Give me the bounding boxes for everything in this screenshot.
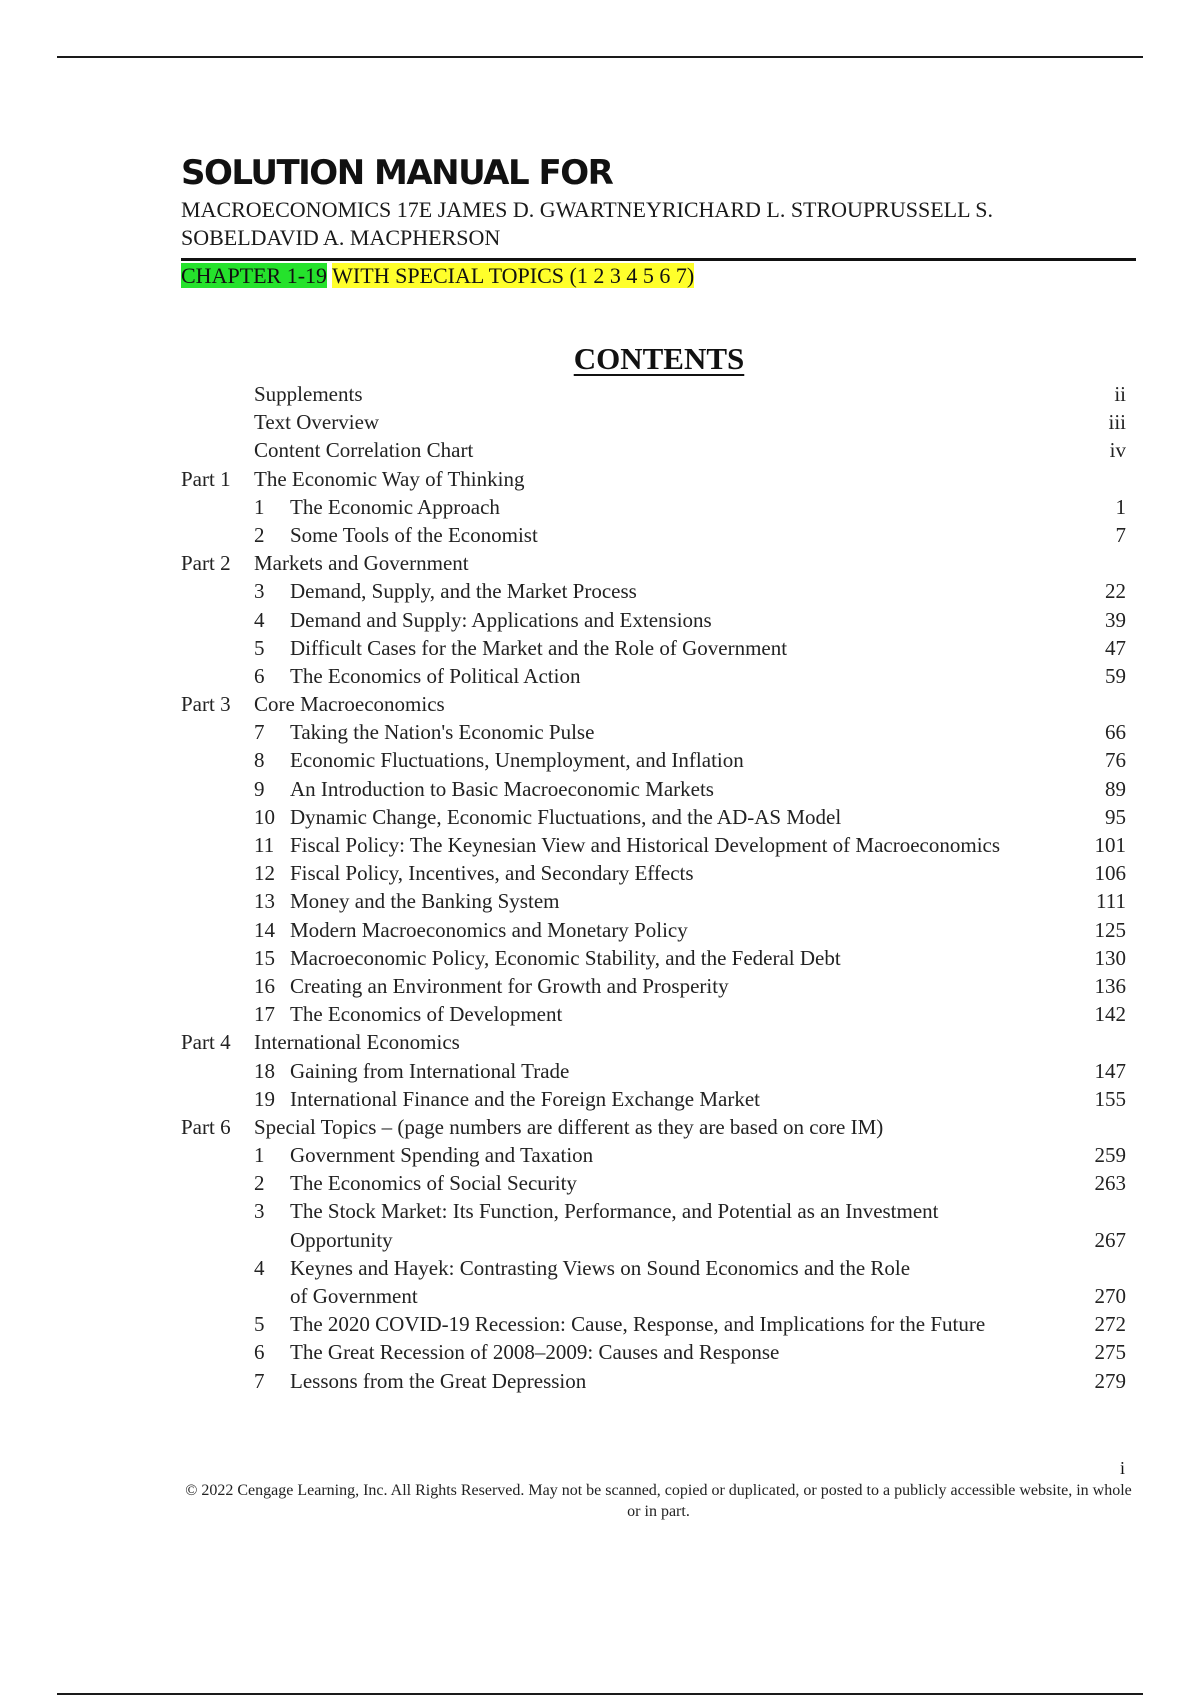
toc-part-row — [181, 1113, 1126, 1141]
toc-entry-title: Dynamic Change, Economic Fluctuations, and the AD-AS Model — [290, 804, 842, 829]
toc-part-row — [181, 1028, 1126, 1056]
toc-entry-title: Text Overview — [254, 410, 380, 435]
bottom-rule — [57, 1693, 1143, 1695]
toc-row — [181, 634, 1126, 662]
toc-page-number: iv — [1109, 438, 1126, 463]
toc-entry-title: Money and the Banking System — [290, 889, 560, 914]
toc-row — [181, 606, 1126, 634]
toc-entry-title: of Government — [290, 1284, 418, 1308]
toc-page-number: 263 — [1094, 1171, 1126, 1196]
toc-chapter-number: 19 — [254, 1086, 275, 1111]
top-rule — [57, 56, 1143, 58]
toc-page-number: 59 — [1105, 663, 1126, 688]
toc-chapter-number: 3 — [254, 1199, 265, 1224]
toc-row — [181, 803, 1126, 831]
toc-chapter-number: 7 — [254, 720, 265, 745]
toc-entry-title: Economic Fluctuations, Unemployment, and Inflation — [290, 748, 744, 773]
toc-entry-title: The Economic Approach — [290, 494, 500, 519]
toc-page-number: 267 — [1094, 1227, 1126, 1252]
toc-page-number: 106 — [1094, 861, 1126, 886]
toc-page-number: iii — [1108, 410, 1126, 435]
contents-heading: CONTENTS — [573, 341, 745, 376]
toc-entry-title: Taking the Nation's Economic Pulse — [290, 720, 595, 745]
toc-part-row — [181, 690, 1126, 718]
toc-entry-title: The Economics of Development — [290, 1002, 563, 1027]
toc-chapter-number: 9 — [254, 776, 265, 801]
toc-row — [181, 831, 1126, 859]
toc-row — [181, 1310, 1126, 1338]
toc-entry-title: The Economic Way of Thinking — [254, 466, 525, 491]
toc-row — [181, 916, 1126, 944]
toc-page-number: 1 — [1115, 494, 1126, 519]
chapter-line — [181, 262, 1136, 290]
toc-page-number: 155 — [1094, 1086, 1126, 1111]
toc-entry-title: Difficult Cases for the Market and the Role of Government — [290, 635, 788, 660]
toc-row — [181, 408, 1126, 436]
toc-row — [181, 1282, 1126, 1310]
toc-chapter-number: 5 — [254, 635, 265, 660]
toc-chapter-number: 4 — [254, 607, 265, 632]
toc-page-number: 270 — [1094, 1284, 1126, 1308]
toc-page-number: 259 — [1094, 1143, 1126, 1168]
toc-row — [181, 972, 1126, 1000]
title-rule — [181, 258, 1136, 261]
toc-entry-title: Fiscal Policy, Incentives, and Secondary Effects — [290, 861, 694, 886]
toc-part-label: Part 3 — [181, 692, 231, 717]
toc-row — [181, 662, 1126, 690]
toc-row — [181, 887, 1126, 915]
toc-entry-title: The Stock Market: Its Function, Performance, and Potential as an Investment — [290, 1199, 939, 1224]
toc-page-number: 142 — [1094, 1002, 1126, 1027]
toc-row — [181, 775, 1126, 803]
toc-row — [181, 1000, 1126, 1028]
toc-page-number: 130 — [1094, 945, 1126, 970]
toc-entry-title: International Finance and the Foreign Exchange Market — [290, 1086, 760, 1111]
toc-row — [181, 1254, 1126, 1282]
toc-entry-title: Some Tools of the Economist — [290, 522, 538, 547]
toc-entry-title: Content Correlation Chart — [254, 438, 474, 463]
toc-chapter-number: 1 — [254, 494, 265, 519]
toc-page-number: 136 — [1094, 973, 1126, 998]
toc-row — [181, 746, 1126, 774]
document-title: SOLUTION MANUAL FOR — [181, 153, 613, 193]
toc-chapter-number: 8 — [254, 748, 265, 773]
toc-entry-title: Demand and Supply: Applications and Extensions — [290, 607, 712, 632]
toc-entry-title: Opportunity — [290, 1227, 393, 1252]
toc-part-label: Part 6 — [181, 1114, 231, 1139]
document-header — [181, 152, 1136, 290]
toc-part-row — [181, 465, 1126, 493]
toc-part-label: Part 1 — [181, 466, 231, 491]
toc-row — [181, 1197, 1126, 1225]
toc-part-label: Part 4 — [181, 1030, 231, 1055]
page-number: i — [1120, 1458, 1126, 1478]
topics-highlight: WITH SPECIAL TOPICS (1 2 3 4 5 6 7) — [332, 263, 695, 288]
toc-page-number: ii — [1114, 382, 1126, 406]
toc-chapter-number: 17 — [254, 1002, 275, 1027]
toc-entry-title: Supplements — [254, 382, 363, 406]
contents-heading-wrap — [0, 340, 1200, 378]
toc-entry-title: Lessons from the Great Depression — [290, 1368, 587, 1393]
toc-page-number: 147 — [1094, 1058, 1126, 1083]
toc-chapter-number: 4 — [254, 1255, 265, 1280]
toc-row — [181, 1226, 1126, 1254]
toc-row — [181, 1367, 1126, 1395]
toc-page-number: 95 — [1105, 804, 1126, 829]
toc-entry-title: International Economics — [254, 1030, 460, 1055]
chapter-highlight: CHAPTER 1-19 — [181, 263, 328, 288]
toc-row — [181, 380, 1126, 408]
toc-entry-title: Macroeconomic Policy, Economic Stability, and the Federal Debt — [290, 945, 841, 970]
toc-page-number: 272 — [1094, 1312, 1126, 1337]
toc-entry-title: An Introduction to Basic Macroeconomic Markets — [290, 776, 714, 801]
toc-entry-title: Creating an Environment for Growth and Prosperity — [290, 973, 729, 998]
toc-chapter-number: 10 — [254, 804, 275, 829]
toc-row — [181, 944, 1126, 972]
toc-chapter-number: 15 — [254, 945, 275, 970]
toc-row — [181, 1085, 1126, 1113]
toc-chapter-number: 3 — [254, 579, 265, 604]
toc-page-number: 111 — [1096, 889, 1126, 914]
toc-row — [181, 1057, 1126, 1085]
toc-page-number: 66 — [1105, 720, 1126, 745]
toc-entry-title: The Economics of Political Action — [290, 663, 581, 688]
toc-row — [181, 577, 1126, 605]
toc-row — [181, 1338, 1126, 1366]
toc-page-number: 76 — [1105, 748, 1126, 773]
toc-part-label: Part 2 — [181, 551, 231, 576]
toc-entry-title: Modern Macroeconomics and Monetary Policy — [290, 917, 688, 942]
toc-row — [181, 1169, 1126, 1197]
toc-entry-title: Gaining from International Trade — [290, 1058, 570, 1083]
toc-chapter-number: 18 — [254, 1058, 275, 1083]
toc-entry-title: Core Macroeconomics — [254, 692, 445, 717]
toc-entry-title: Markets and Government — [254, 551, 469, 576]
toc-chapter-number: 1 — [254, 1143, 265, 1168]
toc-entry-title: Fiscal Policy: The Keynesian View and Historical Development of Macroeconomics — [290, 833, 1001, 857]
toc-page-number: 89 — [1105, 776, 1126, 801]
table-of-contents — [181, 380, 1126, 1395]
toc-row — [181, 1141, 1126, 1169]
toc-entry-title: Special Topics – (page numbers are different as they are based on core IM) — [254, 1114, 884, 1139]
toc-entry-title: Government Spending and Taxation — [290, 1143, 594, 1168]
toc-row — [181, 493, 1126, 521]
toc-page-number: 275 — [1094, 1340, 1126, 1365]
toc-chapter-number: 7 — [254, 1368, 265, 1393]
toc-row — [181, 718, 1126, 746]
toc-chapter-number: 13 — [254, 889, 275, 914]
toc-page-number: 279 — [1094, 1368, 1126, 1393]
toc-page-number: 7 — [1115, 522, 1126, 547]
toc-entry-title: Demand, Supply, and the Market Process — [290, 579, 637, 604]
toc-page-number: 39 — [1105, 607, 1126, 632]
toc-page-number: 47 — [1105, 635, 1126, 660]
toc-chapter-number: 12 — [254, 861, 275, 886]
toc-chapter-number: 2 — [254, 1171, 265, 1196]
toc-chapter-number: 5 — [254, 1312, 265, 1337]
toc-entry-title: The Great Recession of 2008–2009: Causes and Response — [290, 1340, 780, 1365]
toc-chapter-number: 16 — [254, 973, 275, 998]
toc-chapter-number: 6 — [254, 663, 265, 688]
toc-row — [181, 436, 1126, 464]
toc-chapter-number: 14 — [254, 917, 275, 942]
toc-page-number: 22 — [1105, 579, 1126, 604]
toc-row — [181, 521, 1126, 549]
toc-entry-title: Keynes and Hayek: Contrasting Views on Sound Economics and the Role — [290, 1255, 911, 1280]
toc-part-row — [181, 549, 1126, 577]
toc-chapter-number: 6 — [254, 1340, 265, 1365]
toc-row — [181, 859, 1126, 887]
toc-page-number: 125 — [1094, 917, 1126, 942]
toc-page-number: 101 — [1094, 833, 1126, 857]
toc-entry-title: The 2020 COVID-19 Recession: Cause, Response, and Implications for the Future — [290, 1312, 986, 1337]
toc-chapter-number: 2 — [254, 522, 265, 547]
copyright-notice: © 2022 Cengage Learning, Inc. All Rights Reserved. May not be scanned, copied or duplicated, or posted to a publicly accessible website, in whole or in part. — [185, 1482, 1132, 1520]
toc-entry-title: The Economics of Social Security — [290, 1171, 577, 1196]
document-subtitle: MACROECONOMICS 17E JAMES D. GWARTNEYRICHARD L. STROUPRUSSELL S. SOBELDAVID A. MACPHERSON — [181, 197, 993, 250]
toc-chapter-number: 11 — [254, 833, 275, 857]
